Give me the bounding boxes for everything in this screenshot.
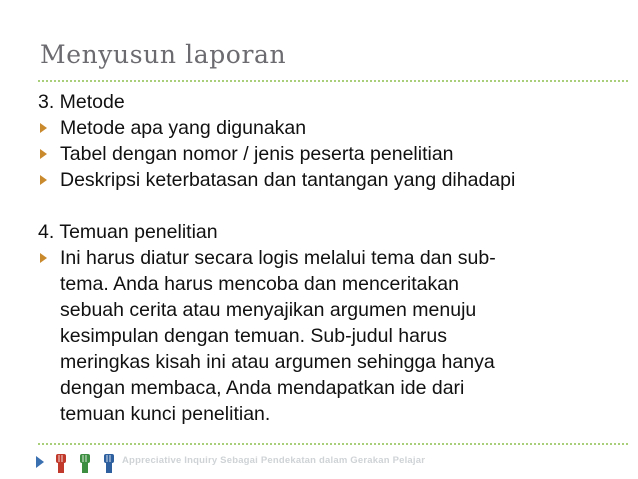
bullet-arrow-icon — [40, 149, 47, 159]
paragraph-line: dengan membaca, Anda mendapatkan ide dari — [60, 377, 465, 399]
bullet-item — [38, 141, 618, 167]
section-heading-temuan: 4. Temuan penelitian — [38, 221, 218, 243]
footer-arrow-icon — [36, 456, 44, 468]
slide-title: Menyusun laporan — [40, 40, 287, 69]
footer-text: Appreciative Inquiry Sebagai Pendekatan dalam Gerakan Pelajar — [122, 455, 426, 466]
slide-footer — [36, 452, 516, 474]
fist-logo-blue — [98, 452, 120, 474]
section-spacer — [38, 193, 618, 219]
paragraph-line: kesimpulan dengan temuan. Sub-judul harus — [60, 325, 448, 347]
bullet-text: Metode apa yang digunakan — [60, 117, 307, 139]
bullet-arrow-icon — [40, 175, 47, 185]
bullet-arrow-icon — [40, 123, 47, 133]
bullet-arrow-icon — [40, 253, 47, 263]
fist-logo-red — [50, 452, 72, 474]
paragraph-line: Ini harus diatur secara logis melalui tema dan sub- — [60, 247, 496, 269]
paragraph-line: meringkas kisah ini atau argumen sehingga hanya — [60, 351, 495, 373]
title-divider — [38, 80, 628, 82]
bullet-text: Tabel dengan nomor / jenis peserta penelitian — [60, 143, 454, 165]
slide-content — [38, 89, 618, 427]
paragraph-line: tema. Anda harus mencoba dan menceritakan — [60, 273, 459, 295]
fist-logo-green — [74, 452, 96, 474]
footer-divider — [38, 443, 628, 445]
paragraph-line: temuan kunci penelitian. — [60, 403, 271, 425]
bullet-item — [38, 115, 618, 141]
paragraph-line: sebuah cerita atau menyajikan argumen menuju — [60, 299, 477, 321]
bullet-item — [38, 167, 618, 193]
section-heading-metode: 3. Metode — [38, 91, 125, 113]
bullet-paragraph — [38, 245, 600, 427]
bullet-text: Deskripsi keterbatasan dan tantangan yang dihadapi — [60, 169, 516, 191]
